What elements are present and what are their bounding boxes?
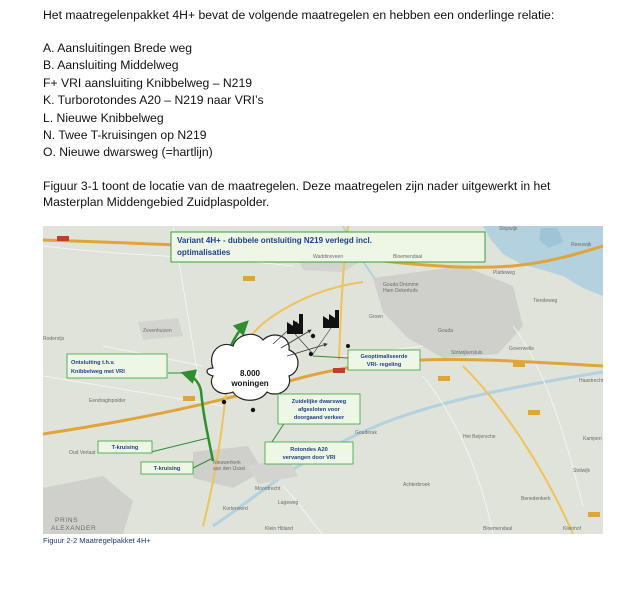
place-platteweg: Platteweg [493, 270, 515, 276]
callout-tkruising-2-label: T-kruising [153, 466, 181, 472]
place-klein-hitland: Klein Hitland [265, 526, 294, 532]
figure-caption: Figuur 2-2 Maatregelpakket 4H+ [43, 536, 151, 545]
callout-vri-line2: VRI- regeling [366, 362, 402, 368]
list-item: L. Nieuwe Knibbelweg [43, 110, 164, 125]
place-stolwijk: Stolwijk [573, 468, 590, 474]
place-bloemendaal-south: Bloemendaal [483, 526, 513, 532]
place-alexander: ALEXANDER [51, 525, 97, 532]
place-bloemendaal: Bloemendaal [393, 254, 423, 260]
place-prins: PRINS [55, 517, 79, 524]
callout-vri-line1: Geoptimaliseerde [360, 354, 408, 360]
paragraph-line: Masterplan Middengebied Zuidplaspolder. [43, 195, 270, 209]
cloud-label-1: 8.000 [239, 369, 261, 378]
variant-title-line1: Variant 4H+ - dubbele ontsluiting N219 verlegd incl. [177, 236, 372, 245]
place-gouderak: Gouderak [355, 430, 377, 436]
place-gouda: Gouda [438, 328, 454, 334]
measures-map [43, 226, 603, 534]
place-moordrecht: Moordrecht [255, 486, 281, 492]
place-nieuwerkerk-1: Nieuwerkerk [213, 460, 241, 466]
cloud-label-2: woningen [231, 379, 269, 388]
place-haastrecht: Haastrecht [579, 378, 603, 384]
place-oud-verlaat: Oud Verlaat [69, 450, 96, 456]
place-het-beijersche: Het Beijersche [463, 434, 496, 440]
paragraph-line: Figuur 3-1 toont de locatie van de maatregelen. Deze maatregelen zijn nader uitgewerkt in het [43, 179, 551, 193]
figure-reference-paragraph [43, 178, 603, 210]
list-item: N. Twee T-kruisingen op N219 [43, 128, 207, 143]
callout-tkruising-1-label: T-kruising [111, 445, 139, 451]
place-zevenhuizen: Zevenhuizen [143, 328, 172, 334]
place-stolwijkersluis: Stolwijkersluis [451, 350, 483, 356]
callout-dwarsweg-line2: afgesloten voor [298, 407, 340, 413]
place-gouda-droom-1: Gouda Dromme [383, 282, 419, 288]
place-eendragtspolder: Eendragtspolder [89, 398, 126, 404]
place-kampen: Kampen [583, 436, 602, 442]
place-benedenkerk: Benedenkerk [521, 496, 551, 502]
place-waddinxveen: Waddinxveen [313, 254, 344, 260]
place-goverwelle: Goverwelle [509, 346, 535, 352]
callout-ontsluiting-line2: Knibbelweg met VRI [71, 369, 125, 375]
place-achterbroek: Achterbroek [403, 482, 430, 488]
place-gouda-droom-2: Ham Dekerhofs [383, 288, 418, 294]
list-item: F+ VRI aansluiting Knibbelweg – N219 [43, 75, 253, 90]
place-rodenrijs: Rodenrijs [43, 336, 65, 342]
place-kleinhof: Kleinhof [563, 526, 582, 532]
callout-ontsluiting-line1: Ontsluiting t.h.v. [71, 360, 115, 366]
place-nieuwerkerk-2: aan den IJssel [213, 466, 246, 472]
place-slopwijk: Slopwijk [499, 226, 518, 232]
callout-rotondes-line1: Rotondes A20 [290, 447, 328, 453]
callout-dwarsweg-line1: Zuidelijke dwarsweg [291, 399, 347, 405]
callout-rotondes-line2: vervangen door VRI [282, 455, 336, 461]
place-tiendeweg: Tiendeweg [533, 298, 558, 304]
place-lageweg: Lageweg [278, 500, 299, 506]
place-kortenoord: Kortenoord [223, 506, 248, 512]
place-groen: Groen [369, 314, 383, 320]
measures-list [43, 40, 264, 162]
list-item: B. Aansluiting Middelweg [43, 58, 179, 73]
list-item: A. Aansluitingen Brede weg [43, 41, 193, 55]
list-item: O. Nieuwe dwarsweg (=hartlijn) [43, 145, 213, 160]
callout-dwarsweg-line3: doorgaand verkeer [293, 415, 345, 421]
intro-text: Het maatregelenpakket 4H+ bevat de volgende maatregelen en hebben een onderlinge relatie: [43, 8, 555, 22]
list-item: K. Turborotondes A20 – N219 naar VRI’s [43, 93, 264, 108]
variant-title-line2: optimalisaties [177, 248, 231, 257]
place-reeuwijk: Reeuwijk [571, 242, 592, 248]
map-background [43, 226, 603, 534]
